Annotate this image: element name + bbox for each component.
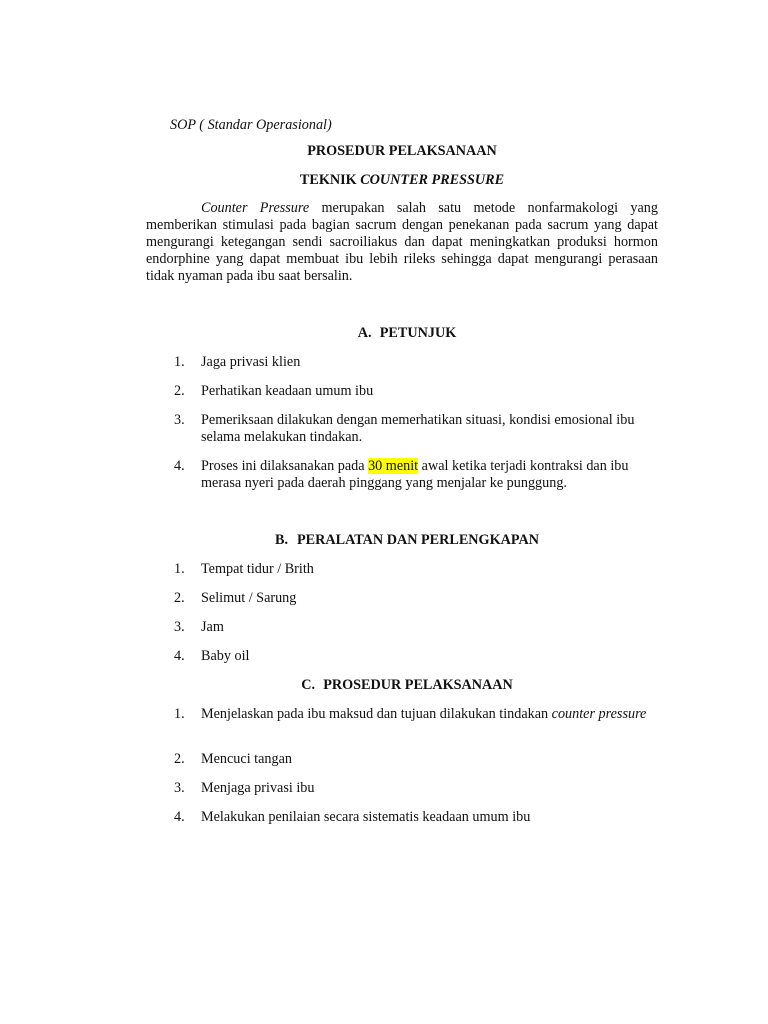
item-number: 1. [174,706,185,722]
item-number: 2. [174,751,185,767]
section-b-letter: B. [275,532,289,548]
item-text: Mencuci tangan [201,751,292,767]
item-number: 1. [174,354,185,370]
list-item [174,648,658,665]
item-number: 1. [174,561,185,577]
item-text [201,706,652,723]
item-text: Melakukan penilaian secara sistematis keadaan umum ibu [201,809,531,825]
section-a-heading [0,325,768,342]
item-text: Pemeriksaan dilakukan dengan memerhatikan situasi, kondisi emosional ibu selama melakukan tindakan. [201,412,635,445]
item-number: 3. [174,412,185,428]
item-text: Perhatikan keadaan umum ibu [201,383,374,399]
list-item [174,809,658,826]
item-text-plain: Menjelaskan pada ibu maksud dan tujuan dilakukan tindakan [201,706,552,722]
item-text: Jam [201,619,224,635]
highlighted-duration: 30 menit [368,458,419,474]
item-text: Menjaga privasi ibu [201,780,315,796]
section-a-title: PETUNJUK [379,325,457,341]
list-item [174,780,658,797]
list-item [174,412,652,446]
item-text-before: Proses ini dilaksanakan pada [201,458,369,474]
section-b-heading [0,532,768,549]
list-item [174,590,658,607]
list-item [174,458,652,492]
intro-text: merupakan salah satu metode nonfarmakologi yang memberikan stimulasi pada bagian sacrum dengan penekanan pada sacrum yang dapat mengurangi ketegangan sendi sacroiliakus dan dapat meningkatkan produksi hormon endorphine yang dapat membuat ibu lebih rileks sehingga dapat mengurangi perasaan tidak nyaman pada ibu saat bersalin. [146,200,658,284]
section-c-heading [0,677,768,694]
item-text: Selimut / Sarung [201,590,297,606]
subtitle-italic: COUNTER PRESSURE [360,172,505,188]
item-text-italic: counter pressure [551,706,647,722]
item-number: 2. [174,590,185,606]
list-item [174,619,658,636]
item-number: 3. [174,619,185,635]
item-number: 4. [174,458,185,474]
section-c-letter: C. [301,677,315,693]
item-number: 4. [174,809,185,825]
item-text: Jaga privasi klien [201,354,301,370]
item-text [201,458,652,492]
list-item [174,751,658,768]
document-title: PROSEDUR PELAKSANAAN [307,143,497,159]
document-subtitle [0,172,768,189]
item-text: Baby oil [201,648,250,664]
item-number: 4. [174,648,185,664]
list-item [174,354,658,371]
section-c-title: PROSEDUR PELAKSANAAN [323,677,513,693]
intro-paragraph [146,200,658,285]
section-b-title: PERALATAN DAN PERLENGKAPAN [297,532,539,548]
sop-label: SOP ( Standar Operasional) [170,117,332,133]
item-text: Tempat tidur / Brith [201,561,314,577]
list-item [174,706,652,723]
section-a-letter: A. [357,325,372,341]
intro-italic-lead: Counter Pressure [201,200,310,216]
item-text-after: awal ketika terjadi kontraksi dan ibu merasa nyeri pada daerah pinggang yang menjalar ke punggung. [201,458,629,491]
item-number: 3. [174,780,185,796]
list-item [174,561,658,578]
subtitle-prefix: TEKNIK [299,172,361,188]
item-number: 2. [174,383,185,399]
list-item [174,383,658,400]
